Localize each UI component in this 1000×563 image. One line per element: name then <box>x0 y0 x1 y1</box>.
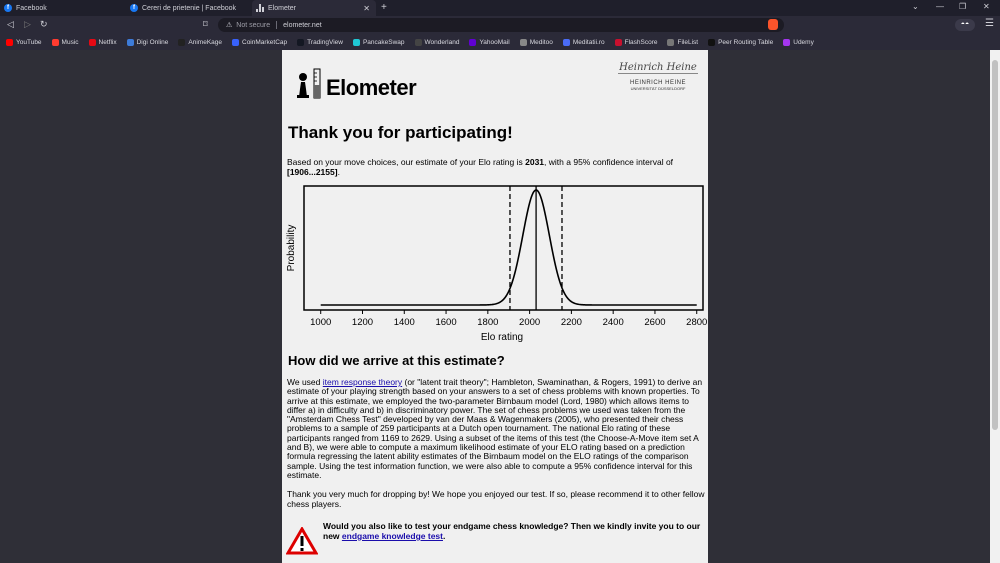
close-tab-icon[interactable]: ✕ <box>363 3 370 13</box>
paragraph-prefix: We used <box>287 377 323 387</box>
bookmark-peer-routing-table[interactable] <box>708 39 773 46</box>
bookmark-favicon-icon <box>667 39 674 46</box>
bookmark-favicon-icon <box>415 39 422 46</box>
elo-probability-chart <box>282 177 708 347</box>
bookmark-netflix[interactable] <box>89 39 117 46</box>
bookmark-coinmarketcap[interactable] <box>232 39 287 46</box>
x-tick-label: 1800 <box>477 317 499 328</box>
bookmark-favicon-icon <box>89 39 96 46</box>
bookmark-flashscore[interactable] <box>615 39 658 46</box>
bookmark-label: FileList <box>677 38 699 46</box>
x-axis-label: Elo rating <box>480 332 524 343</box>
bookmark-wonderland[interactable] <box>415 39 460 46</box>
bookmark-favicon-icon <box>615 39 622 46</box>
facebook-icon: f <box>130 4 138 12</box>
reload-button[interactable]: ↻ <box>40 19 48 29</box>
logo-wordmark: Elometer <box>326 75 417 100</box>
bookmark-label: TradingView <box>307 38 343 46</box>
extensions-icon[interactable]: ◓◓ <box>955 19 975 31</box>
bookmark-label: CoinMarketCap <box>242 38 288 46</box>
bookmarks-bar <box>0 34 1000 50</box>
method-paragraph <box>287 378 705 480</box>
x-tick-label: 2800 <box>686 317 708 328</box>
confidence-lines <box>510 186 562 310</box>
plot-frame <box>304 186 703 310</box>
section-heading: How did we arrive at this estimate? <box>288 353 505 368</box>
close-window-button[interactable]: ✕ <box>983 2 990 11</box>
forward-button[interactable]: ▷ <box>24 19 31 29</box>
elometer-logo <box>294 67 416 99</box>
page-title: Thank you for participating! <box>288 123 513 142</box>
bookmark-youtube[interactable] <box>6 39 42 46</box>
result-prefix: Based on your move choices, our estimate of your Elo rating is <box>287 157 526 167</box>
bookmark-favicon-icon <box>353 39 360 46</box>
bookmark-label: Wonderland <box>424 38 460 46</box>
bookmark-filelist[interactable] <box>667 39 698 46</box>
university-subtitle: UNIVERSITÄT DÜSSELDORF <box>630 86 686 91</box>
warning-icon: ⚠ <box>226 22 233 29</box>
bookmark-pancakeswap[interactable] <box>353 39 405 46</box>
university-logo <box>618 62 698 91</box>
x-tick-label: 2200 <box>560 317 582 328</box>
menu-icon[interactable]: ☰ <box>985 18 994 29</box>
bookmark-music[interactable] <box>52 39 79 46</box>
bookmark-label: Meditoo <box>529 38 553 46</box>
x-tick-label: 1400 <box>393 317 415 328</box>
irt-link[interactable]: item response theory <box>322 377 403 387</box>
x-tick-label: 1600 <box>435 317 457 328</box>
bookmark-label: YahooMail <box>479 38 510 46</box>
bookmark-favicon-icon <box>469 39 476 46</box>
bookmark-label: Peer Routing Table <box>718 38 774 46</box>
bookmark-icon[interactable]: ⌑ <box>203 19 208 29</box>
bookmark-meditatii-ro[interactable] <box>563 39 605 46</box>
bookmark-label: Music <box>61 38 79 46</box>
minimize-button[interactable]: — <box>936 2 944 11</box>
result-suffix: . <box>337 167 340 177</box>
elometer-page <box>282 50 708 563</box>
bookmark-label: Udemy <box>793 38 814 46</box>
university-signature: Heinrich Heine <box>619 62 697 73</box>
chess-pawn-icon <box>294 67 324 99</box>
x-tick-label: 2400 <box>602 317 624 328</box>
bookmark-label: PancakeSwap <box>362 38 405 46</box>
bookmark-digi-online[interactable] <box>127 39 169 46</box>
paragraph-body: (or "latent trait theory"; Hambleton, Swaminathan, & Rogers, 1991) to derive an estimate of your playing strength based on your answers to a set of chess problems with known properties. To arrive at this estimate, we employed the two-parameter Birnbaum model (Lord, 1980) which allows items to differ a) in difficulty and b) in discriminatory power. The set of chess problems we used was taken from the "Amsterdam Chess Test" developed by van der Maas & Wagenmakers (2005), who presented their chess problems to a sample of 259 participants at a Dutch open tournament. The national Elo rating of these participants ranged from 1169 to 2629. Using a subset of the items of this test (the Choose-A-Move item set A and B), we were able to compute a maximum likelihood estimate of your ELO rating based on a prediction formula regressing the latent ability estimates of the Birnbaum model on the ELO ratings of the comparison sample. Using the test information function, we were also able to compute a 95% confidence interval for this estimate. <box>287 377 703 480</box>
x-tick-label: 1200 <box>351 317 374 328</box>
url-text: elometer.net <box>283 21 322 29</box>
scrollbar-thumb[interactable] <box>992 60 998 430</box>
endgame-test-link[interactable]: endgame knowledge test <box>341 531 443 541</box>
tab-strip <box>0 0 1000 16</box>
endgame-invitation <box>323 521 703 541</box>
university-name: HEINRICH HEINE <box>629 80 686 86</box>
tab-facebook[interactable] <box>4 0 124 16</box>
bookmark-favicon-icon <box>783 39 790 46</box>
bookmark-label: Netflix <box>98 38 117 46</box>
result-text <box>287 157 697 177</box>
elometer-icon <box>256 4 264 12</box>
tab-label: Cereri de prietenie | Facebook <box>142 4 237 12</box>
bookmark-udemy[interactable] <box>783 39 814 46</box>
bookmark-yahoomail[interactable] <box>469 39 509 46</box>
warning-sign-icon <box>286 527 318 555</box>
bookmark-favicon-icon <box>127 39 134 46</box>
divider <box>276 21 277 29</box>
cta-prefix: Would you also like to test your endgame chess knowledge? Then we kindly invite you to our new <box>323 521 701 541</box>
x-tick-label: 1000 <box>310 317 332 328</box>
tab-label: Elometer <box>268 4 297 12</box>
bookmark-label: YouTube <box>16 38 42 46</box>
y-axis-label: Probability <box>286 224 297 272</box>
security-status: Not secure <box>236 21 271 29</box>
bookmark-favicon-icon <box>232 39 239 46</box>
toolbar <box>0 16 1000 34</box>
bookmark-favicon-icon <box>178 39 185 46</box>
bookmark-meditoo[interactable] <box>520 39 553 46</box>
x-tick-label: 2600 <box>644 317 666 328</box>
x-axis-ticks <box>310 310 707 328</box>
confidence-interval: [1906...2155] <box>287 167 338 177</box>
bookmark-favicon-icon <box>520 39 527 46</box>
address-bar[interactable] <box>218 18 784 32</box>
bookmark-favicon-icon <box>563 39 570 46</box>
elo-estimate: 2031 <box>525 157 545 167</box>
bookmark-label: Digi Online <box>136 38 169 46</box>
bookmark-favicon-icon <box>52 39 59 46</box>
thanks-paragraph: Thank you very much for dropping by! We hope you enjoyed our test. If so, please recommend it to other fellow chess players. <box>287 489 705 509</box>
bookmark-label: Meditatii.ro <box>572 38 605 46</box>
probability-curve <box>321 190 697 305</box>
result-middle: , with a 95% confidence interval of <box>544 157 674 167</box>
bookmark-favicon-icon <box>6 39 13 46</box>
brave-shields-icon[interactable] <box>768 19 778 30</box>
back-button[interactable]: ◁ <box>7 19 14 29</box>
bookmark-favicon-icon <box>708 39 715 46</box>
tab-friend-requests[interactable] <box>130 0 250 16</box>
maximize-button[interactable]: ❐ <box>959 2 967 11</box>
bookmark-label: AnimeKage <box>188 38 222 46</box>
new-tab-button[interactable]: + <box>381 2 387 13</box>
x-tick-label: 2000 <box>519 317 541 328</box>
tab-label: Facebook <box>16 4 47 12</box>
tab-search-icon[interactable]: ⌄ <box>912 2 919 11</box>
cta-suffix: . <box>443 531 446 541</box>
tab-elometer[interactable] <box>252 0 376 16</box>
facebook-icon: f <box>4 4 12 12</box>
bookmark-tradingview[interactable] <box>297 39 343 46</box>
bookmark-label: FlashScore <box>624 38 658 46</box>
bookmark-favicon-icon <box>297 39 304 46</box>
bookmark-animekage[interactable] <box>178 39 222 46</box>
